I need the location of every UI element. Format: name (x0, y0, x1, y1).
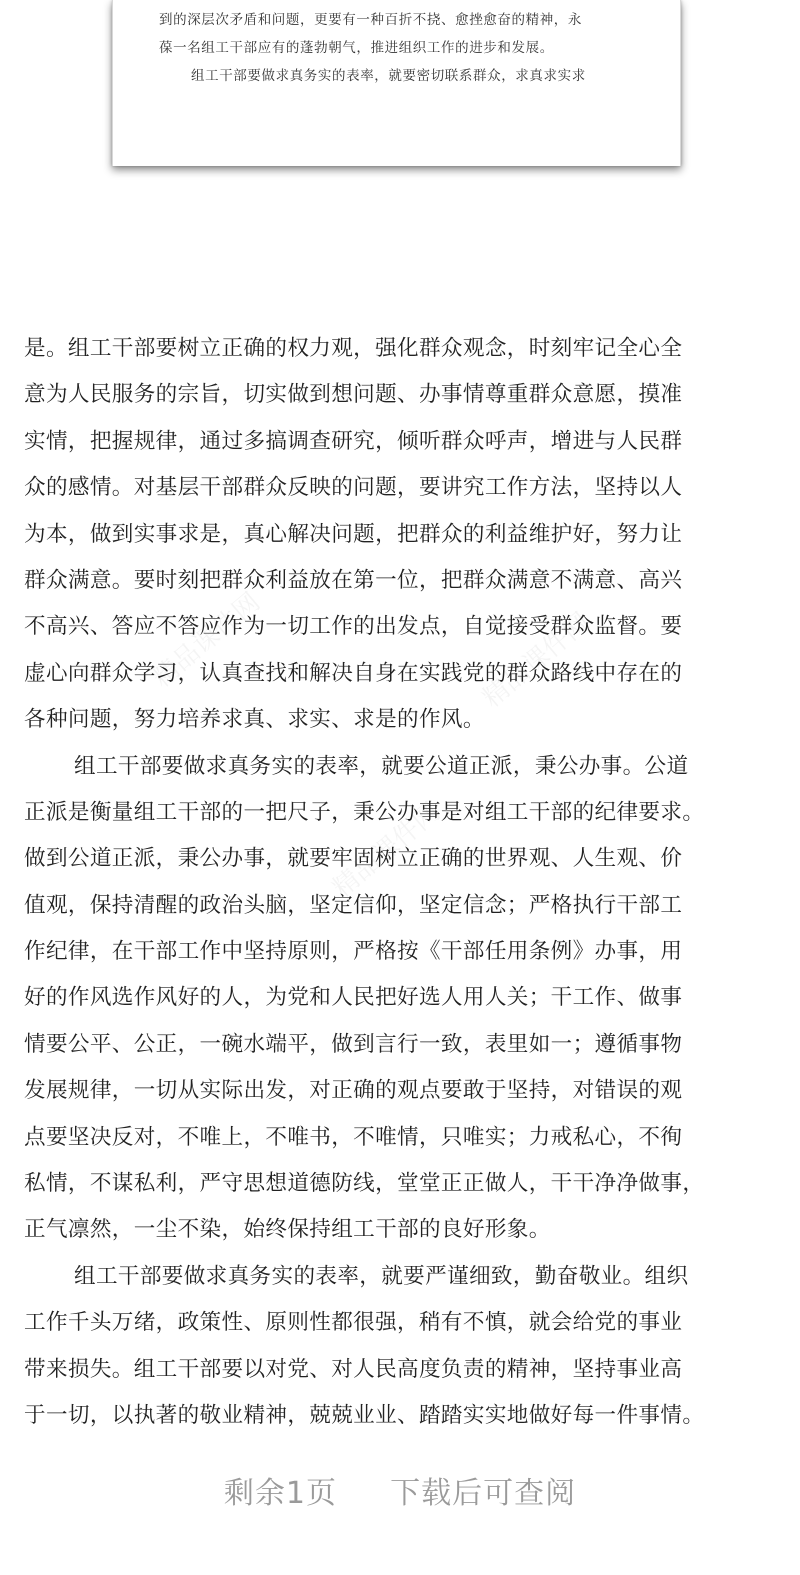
text-line: 带来损失。组工干部要以对党、对人民高度负责的精神，坚持事业高 (24, 1356, 683, 1382)
remaining-pages-label: 剩余1页 (223, 1476, 337, 1511)
text-line: 点要坚决反对，不唯上，不唯书，不唯情，只唯实；力戒私心，不徇 (24, 1124, 683, 1150)
document-body (24, 326, 780, 1439)
preview-line: 葆一名组工干部应有的蓬勃朝气，推进组织工作的进步和发展。 (159, 40, 554, 56)
text-line: 众的感情。对基层干部群众反映的问题，要讲究工作方法，坚持以人 (24, 475, 683, 501)
text-line: 做到公道正派，秉公办事，就要牢固树立正确的世界观、人生观、价 (24, 846, 683, 872)
text-line: 意为人民服务的宗旨，切实做到想问题、办事情尊重群众意愿，摸准 (24, 382, 683, 408)
text-line: 正气凛然，一尘不染，始终保持组工干部的良好形象。 (24, 1217, 551, 1243)
text-line: 是。组工干部要树立正确的权力观，强化群众观念，时刻牢记全心全 (24, 336, 683, 361)
text-line: 作纪律，在干部工作中坚持原则，严格按《干部任用条例》办事，用 (24, 939, 683, 965)
text-line: 情要公平、公正，一碗水端平，做到言行一致，表里如一；遵循事物 (24, 1031, 683, 1057)
text-line: 不高兴、答应不答应作为一切工作的出发点，自觉接受群众监督。要 (24, 614, 683, 640)
text-line: 为本，做到实事求是，真心解决问题，把群众的利益维护好，努力让 (24, 521, 683, 547)
text-line: 实情，把握规律，通过多搞调查研究，倾听群众呼声，增进与人民群 (24, 428, 683, 454)
text-line: 好的作风选作风好的人，为党和人民把好选人用人关；干工作、做事 (24, 985, 683, 1011)
paragraph-start-line: 组工干部要做求真务实的表率，就要严谨细致，勤奋敬业。组织 (74, 1263, 689, 1289)
text-line: 值观，保持清醒的政治头脑，坚定信仰，坚定信念；严格执行干部工 (24, 892, 683, 918)
text-line: 于一切，以执著的敬业精神，兢兢业业、踏踏实实地做好每一件事情。 (24, 1402, 705, 1428)
text-line: 虚心向群众学习，认真查找和解决自身在实践党的群众路线中存在的 (24, 660, 683, 686)
text-line: 正派是衡量组工干部的一把尺子，秉公办事是对组工干部的纪律要求。 (24, 799, 705, 825)
paragraph-start-line: 组工干部要做求真务实的表率，就要公道正派，秉公办事。公道 (74, 753, 689, 779)
download-prompt[interactable] (0, 1468, 800, 1512)
text-line: 私情，不谋私利，严守思想道德防线，堂堂正正做人，干干净净做事， (24, 1171, 705, 1197)
text-line: 各种问题，努力培养求真、求实、求是的作风。 (24, 707, 485, 733)
text-line: 发展规律，一切从实际出发，对正确的观点要敢于坚持，对错误的观 (24, 1078, 683, 1104)
text-line: 工作千头万绪，政策性、原则性都很强，稍有不慎，就会给党的事业 (24, 1310, 683, 1336)
download-to-view-label: 下载后可查阅 (390, 1476, 577, 1511)
previous-page-preview (112, 0, 681, 166)
preview-line: 组工干部要做求真务实的表率，就要密切联系群众，求真求实求 (191, 68, 586, 84)
preview-line: 到的深层次矛盾和问题，更要有一种百折不挠、愈挫愈奋的精神，永 (159, 12, 582, 28)
text-line: 群众满意。要时刻把群众利益放在第一位，把群众满意不满意、高兴 (24, 567, 683, 593)
